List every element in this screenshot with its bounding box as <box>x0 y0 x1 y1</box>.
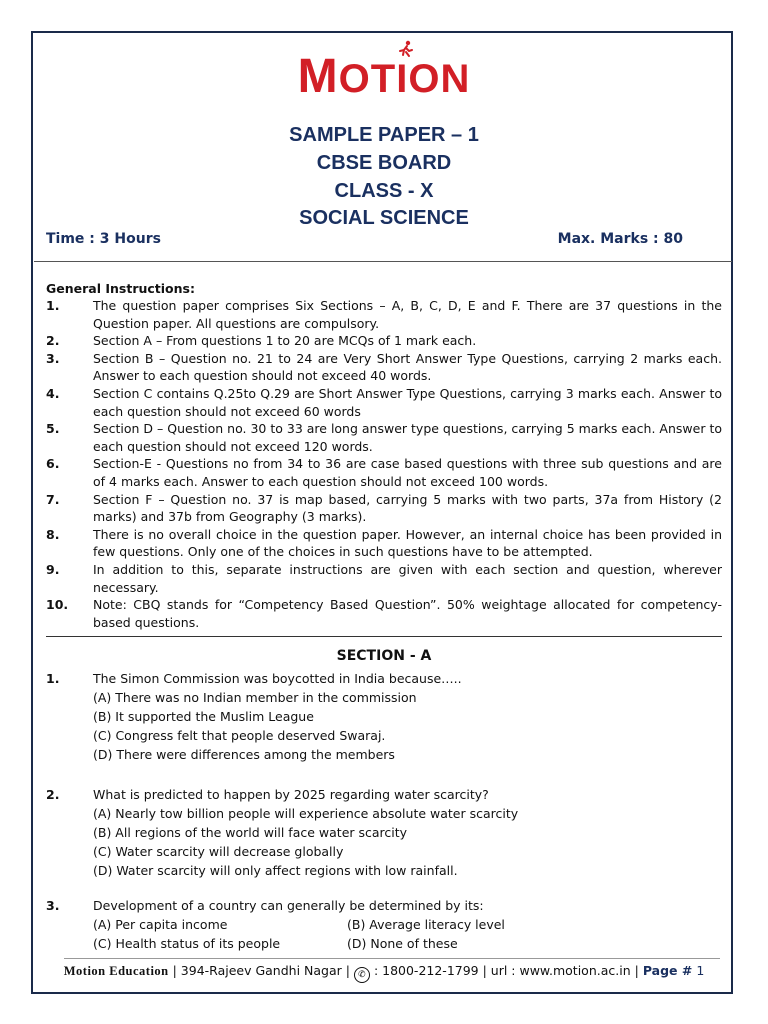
instructions-list <box>46 297 722 631</box>
instruction-item <box>46 561 722 596</box>
paper-title: SAMPLE PAPER – 1 <box>289 124 479 146</box>
instruction-text: Section A – From questions 1 to 20 are MCQs of 1 mark each. <box>93 333 477 349</box>
divider <box>46 636 722 637</box>
option: (B) All regions of the world will face water scarcity <box>93 825 408 840</box>
question-2 <box>46 785 726 880</box>
page-label: Page # <box>642 963 693 978</box>
question-3 <box>46 896 726 953</box>
instruction-number: 10. <box>46 597 69 613</box>
logo-letters: OT <box>338 57 397 101</box>
runner-icon <box>397 40 415 58</box>
instruction-item <box>46 385 722 420</box>
instruction-number: 4. <box>46 385 60 401</box>
page-number: 1 <box>696 963 705 978</box>
subject-title: SOCIAL SCIENCE <box>299 207 469 229</box>
instruction-number: 3. <box>46 350 60 366</box>
question-1 <box>46 669 726 764</box>
motion-logo <box>0 52 768 104</box>
instruction-item <box>46 455 722 490</box>
instruction-number: 6. <box>46 456 60 472</box>
option: (A) Per capita income <box>93 917 228 932</box>
instruction-number: 9. <box>46 561 60 577</box>
instruction-item <box>46 332 722 350</box>
instruction-number: 7. <box>46 491 60 507</box>
logo-letter: I <box>396 57 409 101</box>
option: (A) There was no Indian member in the commission <box>93 690 417 705</box>
max-marks-label: Max. Marks : 80 <box>557 231 683 247</box>
instruction-number: 2. <box>46 333 60 349</box>
option: (D) There were differences among the members <box>93 747 395 762</box>
instructions-heading: General Instructions: <box>46 281 195 296</box>
question-text: What is predicted to happen by 2025 regarding water scarcity? <box>93 787 489 802</box>
option: (D) None of these <box>347 936 458 951</box>
time-label: Time : 3 Hours <box>46 231 161 247</box>
footer-brand: Motion Education <box>63 964 169 978</box>
instruction-text: Section B – Question no. 21 to 24 are Very Short Answer Type Questions, carrying 2 marks each. Answer to each question should not exceed 40 words. <box>93 350 722 384</box>
option: (C) Health status of its people <box>93 936 281 951</box>
instruction-item <box>46 350 722 385</box>
board-title: CBSE BOARD <box>316 152 452 174</box>
logo-letter: M <box>297 50 339 103</box>
logo-letters: ON <box>408 57 471 101</box>
instruction-text: Section F – Question no. 37 is map based, carrying 5 marks with two parts, 37a from History (2 marks) and 37b from Geography (3 marks). <box>93 491 722 525</box>
instruction-text: Section D – Question no. 30 to 33 are long answer type questions, carrying 5 marks each. Answer to each question should not exceed 120 words. <box>93 421 722 454</box>
question-text: The Simon Commission was boycotted in India because….. <box>93 671 462 686</box>
instruction-item <box>46 297 722 332</box>
footer-url[interactable]: url : www.motion.ac.in <box>490 963 631 978</box>
section-title: SECTION - A <box>336 648 432 664</box>
footer-divider <box>64 958 720 959</box>
instruction-number: 1. <box>46 298 60 313</box>
option: (C) Congress felt that people deserved Swaraj. <box>93 728 386 743</box>
class-title: CLASS - X <box>334 180 434 202</box>
instruction-text: Section-E - Questions no from 34 to 36 are case based questions with three sub questions and are of 4 marks each. Answer to each question should not exceed 100 words. <box>93 456 722 489</box>
option: (B) It supported the Muslim League <box>93 709 314 724</box>
instruction-text: There is no overall choice in the question paper. However, an internal choice has been provided in few questions. Only one of the choices in such questions have to be attempted. <box>93 526 722 560</box>
instruction-text: In addition to this, separate instructions are given with each section and question, wherever necessary. <box>93 561 722 595</box>
divider <box>34 261 732 262</box>
option: (A) Nearly tow billion people will experience absolute water scarcity <box>93 806 519 821</box>
question-text: Development of a country can generally be determined by its: <box>93 898 484 913</box>
instruction-number: 5. <box>46 421 60 437</box>
instruction-item <box>46 526 722 561</box>
question-number: 1. <box>46 671 60 686</box>
question-number: 3. <box>46 898 60 913</box>
phone-icon: ✆ <box>354 967 370 983</box>
option: (C) Water scarcity will decrease globally <box>93 844 344 859</box>
instruction-number: 8. <box>46 526 60 542</box>
instruction-text: Note: CBQ stands for “Competency Based Question”. 50% weightage allocated for competency-based questions. <box>93 597 722 630</box>
page-footer: Motion Education | 394-Rajeev Gandhi Nagar | ✆ : 1800-212-1799 | url : www.motion.ac.in | Page # 1 <box>0 963 768 983</box>
instruction-item <box>46 596 722 631</box>
option: (B) Average literacy level <box>347 917 505 932</box>
footer-phone: : 1800-212-1799 <box>373 963 479 978</box>
instruction-item <box>46 420 722 455</box>
footer-address: 394-Rajeev Gandhi Nagar <box>180 963 342 978</box>
instruction-item <box>46 491 722 526</box>
question-number: 2. <box>46 787 60 802</box>
instruction-text: The question paper comprises Six Sections – A, B, C, D, E and F. There are 37 questions in the Question paper. All questions are compulsory. <box>93 298 722 331</box>
instruction-text: Section C contains Q.25to Q.29 are Short Answer Type Questions, carrying 3 marks each. Answer to each question should not exceed 60 words <box>93 385 722 419</box>
option: (D) Water scarcity will only affect regions with low rainfall. <box>93 863 458 878</box>
